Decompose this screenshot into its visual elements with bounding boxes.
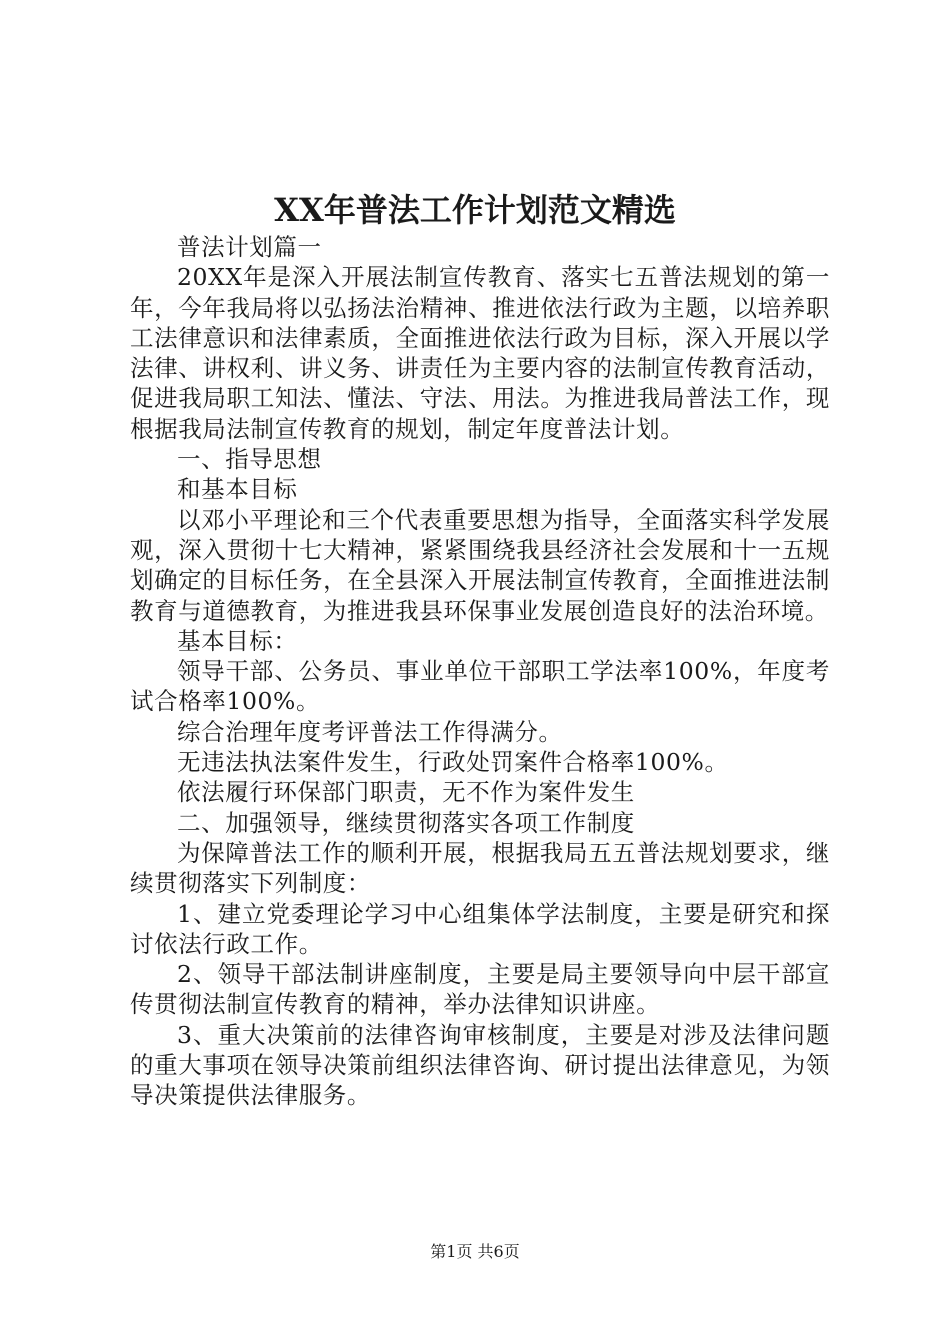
paragraph: 和基本目标 — [177, 475, 298, 504]
paragraph: 一、指导思想 — [177, 445, 322, 474]
paragraph: 2、领导干部法制讲座制度，主要是局主要领导向中层干部宣传贯彻法制宣传教育的精神，举办法律知识讲座。 — [130, 960, 830, 1019]
paragraph: 二、加强领导，继续贯彻落实各项工作制度 — [177, 808, 635, 837]
page-title: XX年普法工作计划范文精选 — [274, 191, 676, 229]
paragraph: 普法计划篇一 — [177, 233, 322, 261]
document-body — [130, 232, 830, 1111]
page-footer: 第1页 共6页 — [430, 1242, 520, 1261]
paragraph: 领导干部、公务员、事业单位干部职工学法率100%，年度考试合格率100%。 — [130, 657, 830, 716]
paragraph: 3、重大决策前的法律咨询审核制度，主要是对涉及法律问题的重大事项在领导决策前组织法律咨询、研讨提出法律意见，为领导决策提供法律服务。 — [130, 1020, 830, 1110]
paragraph: 无违法执法案件发生，行政处罚案件合格率100%。 — [177, 748, 729, 777]
paragraph: 为保障普法工作的顺利开展，根据我局五五普法规划要求，继续贯彻落实下列制度： — [130, 838, 830, 898]
paragraph: 1、建立党委理论学习中心组集体学法制度，主要是研究和探讨依法行政工作。 — [130, 899, 830, 958]
paragraph: 基本目标： — [177, 626, 298, 655]
paragraph: 依法履行环保部门职责，无不作为案件发生 — [177, 778, 635, 807]
paragraph: 20XX年是深入开展法制宣传教育、落实七五普法规划的第一年，今年我局将以弘扬法治精神、推进依法行政为主题，以培养职工法律意识和法律素质，全面推进依法行政为目标，深入开展以学法律、讲权利、讲义务、讲责任为主要内容的法制宣传教育活动，促进我局职工知法、懂法、守法、用法。为推进我局普法工作，现根据我局法制宣传教育的规划，制定年度普法计划。 — [130, 263, 830, 443]
paragraph: 以邓小平理论和三个代表重要思想为指导，全面落实科学发展观，深入贯彻十七大精神，紧紧围绕我县经济社会发展和十一五规划确定的目标任务，在全县深入开展法制宣传教育，全面推进法制教育与道德教育，为推进我县环保事业发展创造良好的法治环境。 — [130, 505, 830, 625]
paragraph: 综合治理年度考评普法工作得满分。 — [177, 717, 563, 746]
